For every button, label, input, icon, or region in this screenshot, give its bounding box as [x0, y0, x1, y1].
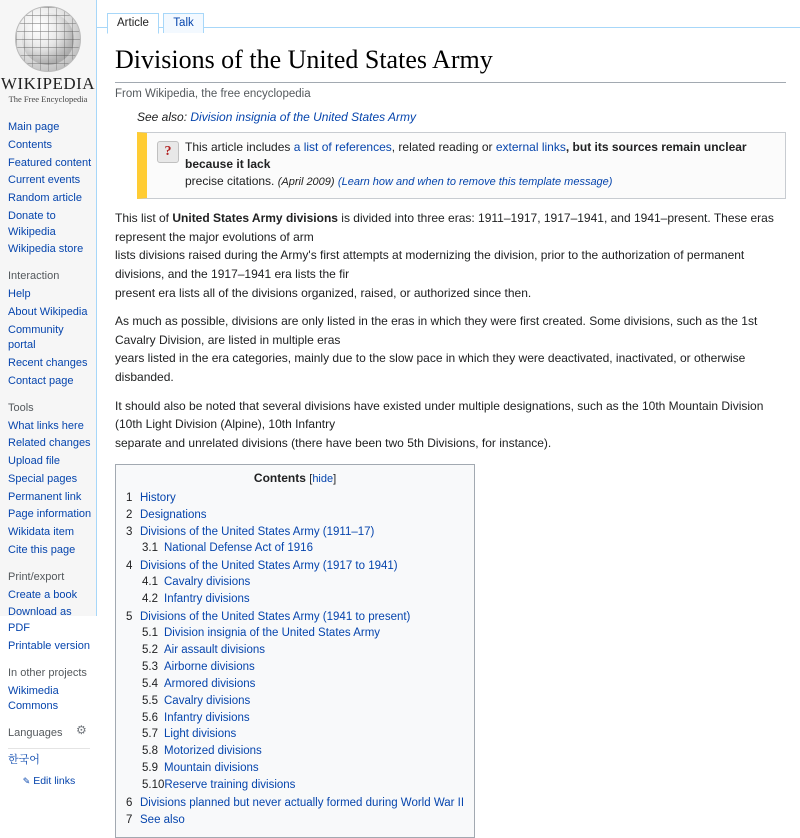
toc-item[interactable] — [142, 693, 464, 710]
sidebar-item-wikipedia-store[interactable]: Wikipedia store — [8, 243, 84, 256]
p1-part-1: This list of — [115, 211, 173, 226]
page-tabs — [97, 0, 800, 28]
p2-line-1: As much as possible, divisions are only listed in the eras in which they were first created. Some divisions, such as the 1st Cavalry Division, are listed in multiple eras — [115, 314, 758, 347]
toc-num: 6 — [126, 797, 133, 810]
sidebar-item-page-information[interactable]: Page information — [8, 508, 92, 521]
toc-link[interactable]: National Defense Act of 1916 — [164, 542, 313, 555]
toc-item[interactable] — [126, 507, 464, 524]
p1-line-3: present era lists all of the divisions organized, raised, or authorized since then. — [115, 285, 532, 300]
toc-num: 5.9 — [142, 762, 158, 775]
toc-num: 5.5 — [142, 694, 158, 707]
toc-num: 5.3 — [142, 660, 158, 673]
tab-article[interactable]: Article — [107, 13, 159, 34]
toc-link[interactable]: Reserve training divisions — [164, 779, 296, 792]
toc-link[interactable]: Mountain divisions — [164, 762, 259, 775]
toc-item[interactable] — [142, 574, 464, 591]
sidebar-item-random-article[interactable]: Random article — [8, 192, 82, 204]
toc-item[interactable] — [142, 760, 464, 777]
divider — [8, 748, 90, 749]
toc-item[interactable] — [126, 558, 464, 609]
toc-item[interactable] — [126, 812, 464, 829]
toc-bracket-close: ] — [333, 473, 337, 486]
toc-link[interactable]: Armored divisions — [164, 677, 256, 690]
gear-icon[interactable]: ⚙ — [76, 723, 87, 737]
globe-puzzle-icon — [15, 6, 81, 72]
toc-hide-link[interactable]: hide — [312, 473, 334, 486]
question-mark-icon: ? — [157, 141, 179, 163]
page-title: Divisions of the United States Army — [115, 44, 786, 83]
toc-link[interactable]: History — [140, 492, 176, 505]
nav-heading-tools: Tools — [8, 401, 34, 414]
nav-main-list — [6, 118, 92, 258]
nav-tools — [0, 398, 96, 559]
toc-item[interactable] — [142, 625, 464, 642]
toc-link[interactable]: Motorized divisions — [164, 745, 262, 758]
sidebar-item-related-changes[interactable]: Related changes — [8, 437, 91, 450]
toc-item[interactable] — [142, 726, 464, 743]
nav-heading-languages — [6, 723, 92, 742]
toc-link[interactable]: Air assault divisions — [164, 643, 265, 656]
toc-toggle[interactable] — [309, 473, 336, 485]
tagline: The Free Encyclopedia — [8, 93, 88, 104]
edit-links-label[interactable]: Edit links — [33, 774, 76, 787]
toc-link[interactable]: Infantry divisions — [164, 711, 250, 724]
p3-line-1: It should also be noted that several divisions have existed under multiple designations, such as the 10th Mountain Division (10th Light Division (Alpine), 10th Infantry — [115, 398, 764, 432]
toc-num: 5.2 — [142, 643, 158, 656]
notice-icon-wrap — [155, 139, 181, 163]
refimprove-notice — [137, 132, 786, 200]
toc-link[interactable]: Airborne divisions — [164, 660, 255, 673]
toc-item[interactable] — [142, 642, 464, 659]
toc-item[interactable] — [142, 591, 464, 608]
nav-print-export-list — [6, 586, 92, 655]
nav-interaction — [0, 266, 96, 390]
nav-heading-print-export: Print/export — [8, 570, 65, 583]
paragraph-3 — [115, 397, 786, 453]
see-also-hatnote — [137, 110, 786, 124]
tab-talk[interactable]: Talk — [163, 13, 203, 33]
toc-link[interactable]: Division insignia of the United States Army — [164, 626, 381, 639]
sidebar-item-featured-content[interactable]: Featured content — [8, 156, 92, 169]
sidebar-item-contact-page[interactable]: Contact page — [8, 374, 74, 387]
sidebar-item-what-links-here[interactable]: What links here — [8, 419, 84, 432]
sidebar-item-help[interactable]: Help — [8, 288, 31, 300]
toc-num: 5.8 — [142, 745, 158, 758]
toc-item[interactable] — [126, 795, 464, 812]
nav-tools-list — [6, 417, 92, 559]
paragraph-2 — [115, 312, 786, 386]
sidebar-item-recent-changes[interactable]: Recent changes — [8, 357, 88, 369]
toc-link[interactable]: Divisions of the United States Army (1917 to 1941) — [140, 560, 398, 573]
sidebar-item-download-as-pdf[interactable]: Download as PDF — [8, 606, 72, 634]
nav-other-projects — [0, 663, 96, 716]
edit-links[interactable] — [6, 775, 92, 787]
toc-item[interactable] — [142, 743, 464, 760]
toc-num: 3 — [126, 526, 133, 539]
toc-num: 3.1 — [142, 542, 158, 555]
toc-link[interactable]: Infantry divisions — [164, 592, 250, 605]
languages-label: Languages — [8, 727, 63, 739]
toc-num: 4.2 — [142, 592, 158, 605]
toc-num: 5.6 — [142, 711, 158, 724]
toc-num: 5.7 — [142, 728, 158, 741]
toc-link[interactable]: See also — [140, 814, 185, 827]
languages-list — [6, 751, 92, 769]
sidebar-item-about-wikipedia[interactable]: About Wikipedia — [8, 305, 88, 318]
nav-heading-interaction: Interaction — [8, 270, 60, 282]
toc-num: 5 — [126, 610, 133, 623]
p1-line-2: lists divisions raised during the Army's first attempts at modernizing the division, prior to the authorization of permanent divisions, and the 1917–1941 era lists the fir — [115, 248, 745, 281]
nav-print-export — [0, 567, 96, 655]
p1-bold-term: United States Army divisions — [172, 211, 338, 226]
see-also-link[interactable]: Division insignia of the United States Army — [190, 109, 417, 124]
nav-main — [0, 118, 96, 258]
notice-link-external[interactable]: external links — [495, 139, 566, 154]
notice-learn-more-link[interactable]: (Learn how and when to remove this template message) — [337, 176, 613, 189]
page-subtitle: From Wikipedia, the free encyclopedia — [115, 87, 311, 100]
toc-link[interactable]: Light divisions — [164, 728, 237, 741]
nav-heading-other-projects: In other projects — [8, 666, 87, 679]
toc-title — [126, 471, 464, 485]
toc-link[interactable]: Cavalry divisions — [164, 576, 251, 589]
toc-item[interactable] — [126, 609, 464, 795]
sidebar-item-donate[interactable]: Donate to Wikipedia — [8, 209, 56, 238]
nav-other-projects-list — [6, 682, 92, 716]
notice-text-3: , but its sources remain unclear because it lack — [185, 139, 747, 171]
toc-num: 4 — [126, 560, 133, 573]
p1-part-3: is divided into three eras: 1911–1917, 1917–1941, and 1941–present. These eras represent the major evolutions of arm — [115, 211, 774, 244]
toc-item[interactable] — [142, 659, 464, 676]
notice-date: (April 2009) — [277, 176, 335, 189]
sidebar-item-main-page[interactable]: Main page — [8, 121, 60, 133]
p2-line-2: years listed in the era categories, mainly due to the slow pace in which they were deactivated, inactivated, or otherwise disbanded. — [115, 351, 746, 384]
sidebar-item-wikidata-item[interactable]: Wikidata item — [8, 526, 75, 538]
notice-text-4: precise citations. — [185, 174, 275, 189]
toc-link[interactable]: Divisions of the United States Army (1941 to present) — [140, 610, 411, 623]
sidebar-item-cite-this-page[interactable]: Cite this page — [8, 543, 76, 556]
p3-line-2: separate and unrelated divisions (there have been two 5th Divisions, for instance). — [115, 435, 552, 450]
toc-list — [126, 490, 464, 829]
nav-languages — [0, 723, 96, 787]
table-of-contents — [115, 464, 475, 838]
see-also-label: See also: — [137, 109, 188, 124]
sidebar — [0, 0, 96, 787]
toc-num: 2 — [126, 509, 133, 522]
toc-item[interactable] — [126, 490, 464, 507]
toc-item[interactable] — [142, 777, 464, 794]
toc-link[interactable]: Divisions of the United States Army (1911–17) — [140, 526, 375, 539]
article-body — [97, 28, 800, 838]
content-column — [96, 0, 800, 827]
toc-item[interactable] — [142, 540, 464, 557]
toc-num: 5.10 — [142, 779, 165, 792]
toc-num: 4.1 — [142, 576, 158, 589]
toc-link[interactable]: Designations — [140, 509, 207, 522]
toc-item[interactable] — [142, 676, 464, 693]
toc-item[interactable] — [126, 524, 464, 558]
sidebar-item-create-a-book[interactable]: Create a book — [8, 588, 78, 601]
wordmark: WIKIPEDIA — [0, 74, 96, 93]
wikipedia-logo[interactable] — [0, 0, 96, 110]
sidebar-item-contents[interactable]: Contents — [8, 138, 53, 151]
sidebar-item-wikimedia-commons[interactable]: Wikimedia Commons — [8, 684, 59, 713]
sidebar-item-community-portal[interactable]: Community portal — [8, 323, 64, 352]
toc-link[interactable]: Cavalry divisions — [164, 694, 251, 707]
toc-num: 7 — [126, 814, 133, 827]
toc-link[interactable]: Divisions planned but never actually formed during World War II — [140, 797, 465, 810]
language-item-korean[interactable]: 한국어 — [8, 754, 40, 766]
pencil-icon: ✎ — [22, 775, 31, 786]
toc-num: 1 — [126, 492, 133, 505]
sidebar-item-upload-file[interactable]: Upload file — [8, 455, 60, 467]
toc-item[interactable] — [142, 710, 464, 727]
notice-text — [181, 139, 777, 192]
paragraph-1 — [115, 209, 786, 302]
nav-interaction-list — [6, 285, 92, 390]
toc-title-label: Contents — [253, 471, 306, 486]
sidebar-item-current-events[interactable]: Current events — [8, 174, 81, 187]
notice-link-references[interactable]: a list of references — [293, 139, 392, 154]
toc-bracket-open: [ — [309, 473, 313, 486]
sidebar-item-special-pages[interactable]: Special pages — [8, 472, 78, 485]
notice-text-2: , related reading or — [391, 139, 496, 154]
sidebar-item-printable-version[interactable]: Printable version — [8, 639, 90, 652]
notice-text-1: This article includes — [185, 139, 294, 154]
toc-num: 5.1 — [142, 626, 158, 639]
sidebar-item-permanent-link[interactable]: Permanent link — [8, 490, 82, 503]
toc-num: 5.4 — [142, 677, 158, 690]
